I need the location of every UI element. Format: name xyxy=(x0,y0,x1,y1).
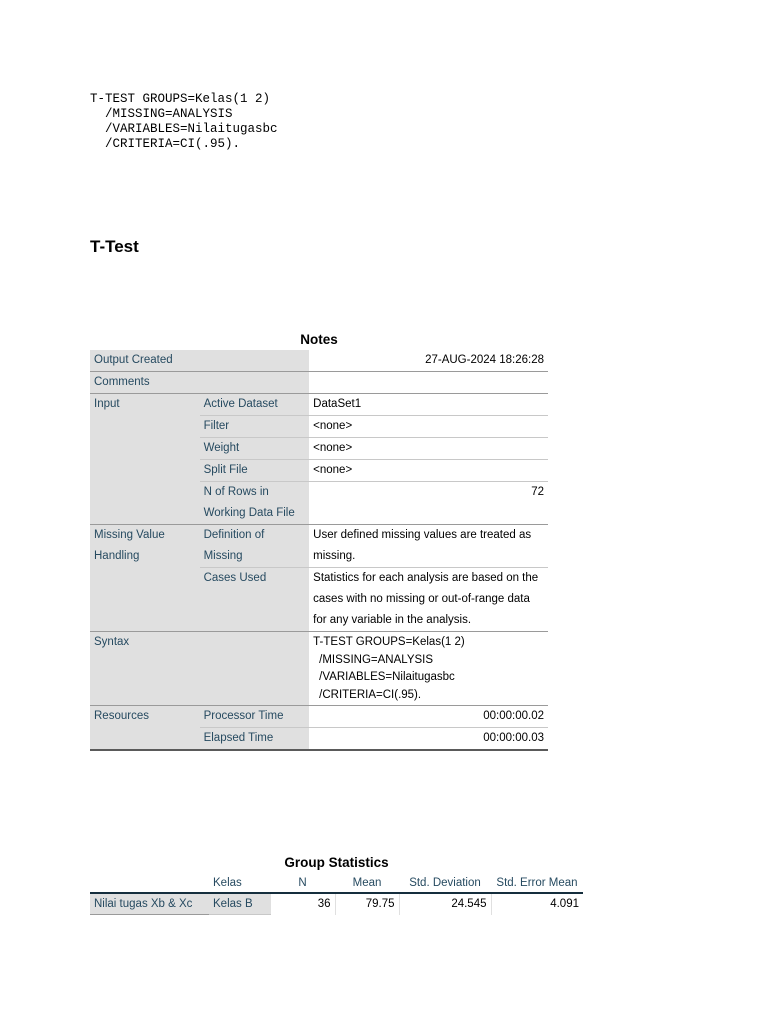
row-label: Missing Value Handling xyxy=(90,525,200,632)
section-title: T-Test xyxy=(90,237,139,256)
notes-title: Notes xyxy=(300,332,338,347)
cell-std-error-mean: 4.091 xyxy=(491,893,583,915)
variable-label: Nilai tugas Xb & Xc xyxy=(90,893,209,915)
table-row xyxy=(90,350,548,372)
column-header-std-deviation: Std. Deviation xyxy=(399,874,491,893)
table-row xyxy=(90,525,548,568)
notes-table xyxy=(90,350,548,751)
column-header-kelas: Kelas xyxy=(209,874,270,893)
syntax-value-line: T-TEST GROUPS=Kelas(1 2) xyxy=(313,636,465,648)
cell-value: <none> xyxy=(309,438,548,460)
row-label: Syntax xyxy=(90,632,309,706)
syntax-value-line: /CRITERIA=CI(.95). xyxy=(319,688,422,701)
sub-label: Active Dataset xyxy=(200,394,310,416)
row-label: Comments xyxy=(90,372,309,394)
table-row xyxy=(90,893,583,915)
group-label: Kelas B xyxy=(209,893,270,915)
table-header-row xyxy=(90,874,583,893)
corner-header xyxy=(90,874,209,893)
column-header-std-error-mean: Std. Error Mean xyxy=(491,874,583,893)
cell-value xyxy=(309,632,548,706)
syntax-line: T-TEST GROUPS=Kelas(1 2) xyxy=(90,92,271,106)
cell-std-deviation: 24.545 xyxy=(399,893,491,915)
cell-value xyxy=(309,372,548,394)
sub-label: N of Rows in Working Data File xyxy=(200,482,310,525)
cell-value: 72 xyxy=(309,482,548,525)
sub-label: Definition of Missing xyxy=(200,525,310,568)
syntax-line: /VARIABLES=Nilaitugasbc xyxy=(90,122,278,136)
cell-value: Statistics for each analysis are based on the cases with no missing or out-of-range data for any variable in the analysis. xyxy=(309,568,548,632)
row-label: Output Created xyxy=(90,350,309,372)
sub-label: Processor Time xyxy=(200,706,310,728)
cell-value: User defined missing values are treated as missing. xyxy=(309,525,548,568)
row-label: Input xyxy=(90,394,200,525)
group-statistics-table xyxy=(90,874,583,915)
syntax-block xyxy=(90,92,278,152)
column-header-n: N xyxy=(270,874,335,893)
syntax-line: /CRITERIA=CI(.95). xyxy=(90,137,241,151)
sub-label: Weight xyxy=(200,438,310,460)
column-header-mean: Mean xyxy=(335,874,399,893)
syntax-value-line: /MISSING=ANALYSIS xyxy=(319,653,434,666)
cell-value: <none> xyxy=(309,460,548,482)
syntax-line: /MISSING=ANALYSIS xyxy=(90,107,233,121)
row-label: Resources xyxy=(90,706,200,751)
cell-value: 00:00:00.03 xyxy=(309,728,548,751)
table-row xyxy=(90,632,548,706)
sub-label: Cases Used xyxy=(200,568,310,632)
cell-value: DataSet1 xyxy=(309,394,548,416)
table-row xyxy=(90,394,548,416)
cell-value: 27-AUG-2024 18:26:28 xyxy=(309,350,548,372)
table-row xyxy=(90,706,548,728)
cell-value: <none> xyxy=(309,416,548,438)
sub-label: Elapsed Time xyxy=(200,728,310,751)
cell-value: 00:00:00.02 xyxy=(309,706,548,728)
syntax-value-line: /VARIABLES=Nilaitugasbc xyxy=(319,671,455,683)
cell-mean: 79.75 xyxy=(335,893,399,915)
cell-n: 36 xyxy=(270,893,335,915)
table-row xyxy=(90,372,548,394)
sub-label: Split File xyxy=(200,460,310,482)
sub-label: Filter xyxy=(200,416,310,438)
group-statistics-title: Group Statistics xyxy=(284,855,389,870)
